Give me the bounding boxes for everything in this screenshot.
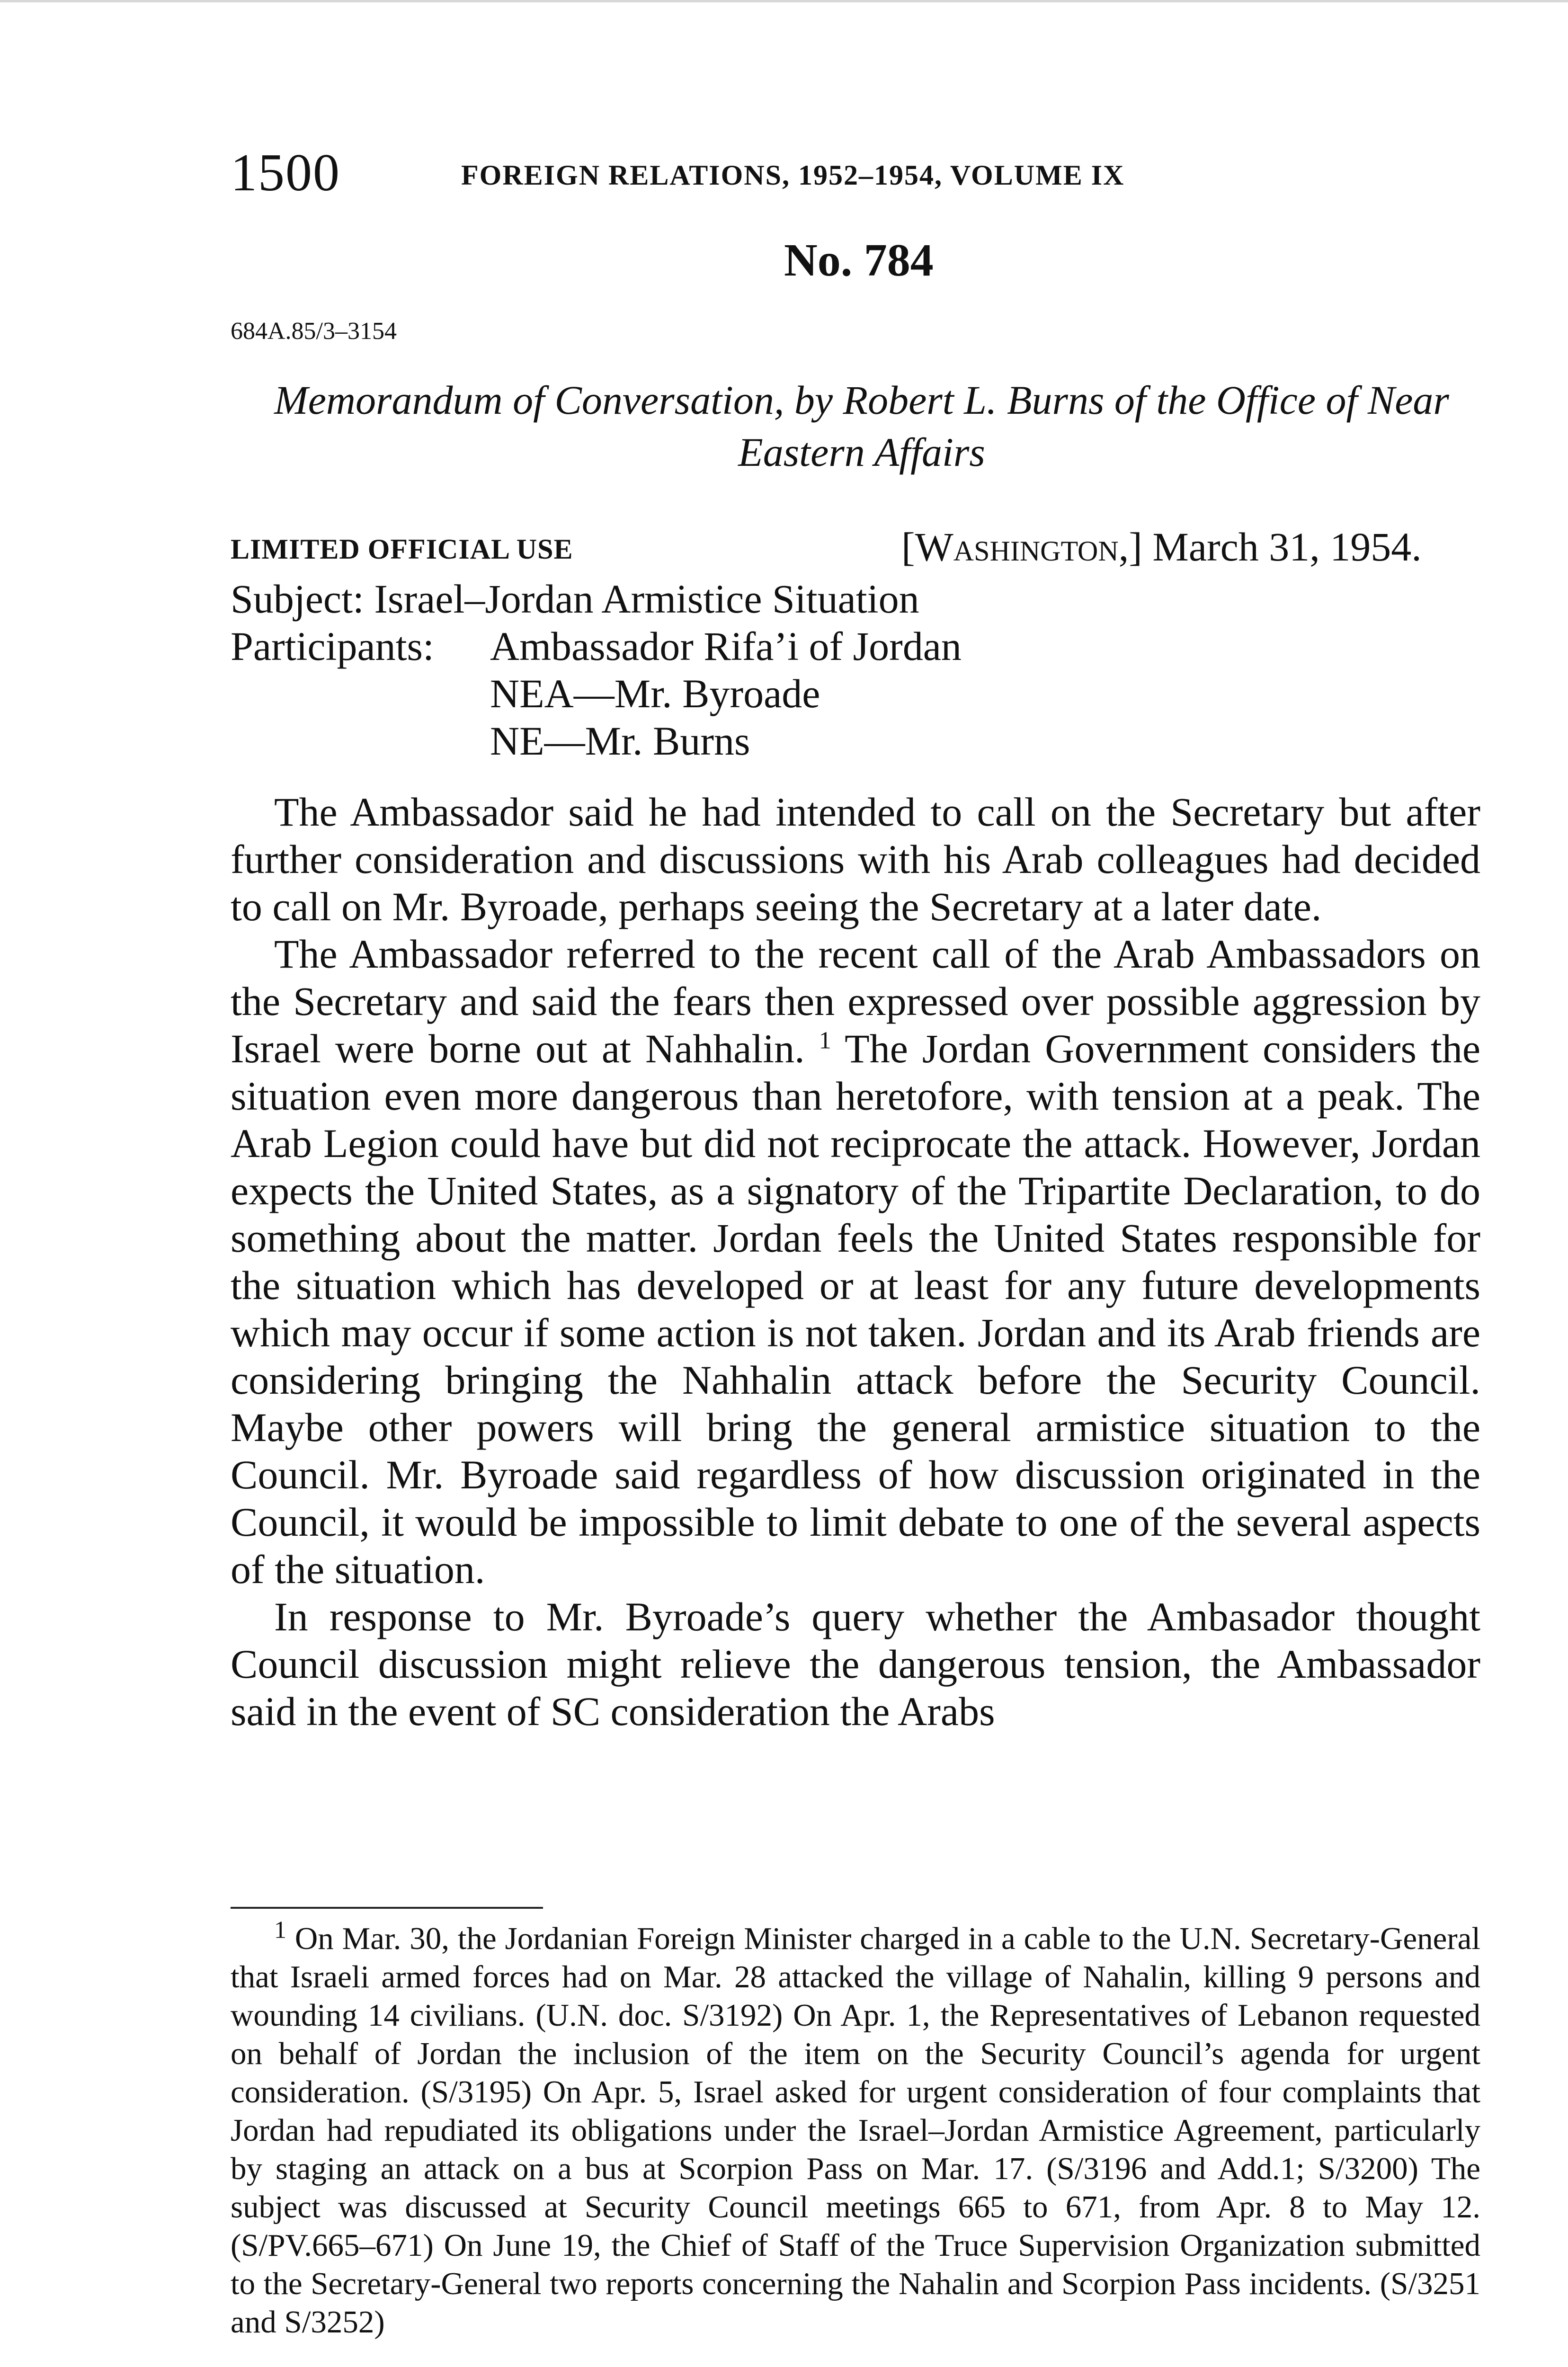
footnote-divider [231, 1907, 543, 1909]
footnote-marker: 1 [274, 1916, 286, 1944]
volume-title: FOREIGN RELATIONS, 1952–1954, VOLUME IX [461, 160, 1125, 191]
place: [Washington,] [901, 524, 1142, 570]
paragraph-text: The Ambassador referred to the recent call of the Arab Ambassadors on the Secretary and said the fears then expressed over possible aggression by Israel were borne out at Nahhalin. [231, 931, 1480, 1071]
date: March 31, 1954. [1152, 524, 1422, 570]
memo-body [231, 788, 1480, 1735]
footnote [231, 1916, 1480, 2341]
footnote-reference[interactable]: 1 [819, 1027, 831, 1054]
paragraph-text: The Jordan Government considers the situation even more dangerous than heretofore, with tension at a peak. The Arab Legion could have but did not reciprocate the attack. However, Jordan expects the United States, as a signatory of the Tripartite Declaration, to do something about the matter. Jordan feels the United States responsible for the situation which has developed or at least for any future developments which may occur if some action is not taken. Jordan and its Arab friends are considering bringing the Nahhalin attack before the Security Council. Maybe other powers will bring the general armistice situation to the Council. Mr. Byroade said regardless of how discussion originated in the Council, it would be impossible to limit debate to one of the several aspects of the situation. [231, 1026, 1481, 1592]
body-paragraph: The Ambassador said he had intended to call on the Secretary but after further consideration and discussions with his Arab colleagues had decided to call on Mr. Byroade, perhaps seeing the Secretary at a later date. [231, 789, 1480, 929]
dateline [901, 523, 1422, 570]
participants-label: Participants: [231, 623, 434, 669]
body-paragraph: In response to Mr. Byroade’s query whether the Ambasador thought Council discussion might relieve the dangerous tension, the Ambassador said in the event of SC consideration the Arabs [231, 1594, 1480, 1734]
page-number: 1500 [231, 143, 340, 202]
file-reference: 684A.85/3–3154 [231, 318, 397, 345]
subject-line: Subject: Israel–Jordan Armistice Situation [231, 576, 919, 622]
footnote-paragraph [231, 1916, 1480, 2341]
participant: NE—Mr. Burns [490, 718, 750, 764]
body-paragraph [231, 930, 1480, 1593]
participant: Ambassador Rifa’i of Jordan [490, 623, 962, 669]
participants-list [490, 623, 962, 765]
participant: NEA—Mr. Byroade [490, 671, 820, 716]
classification-label: LIMITED OFFICIAL USE [231, 534, 573, 565]
document-number: No. 784 [784, 235, 934, 286]
running-head [231, 137, 1263, 208]
footnote-text: On Mar. 30, the Jordanian Foreign Minister charged in a cable to the U.N. Secretary-General that Israeli armed forces had on Mar. 28 attacked the village of Nahalin, killing 9 persons and wounding 14 civilians. (U.N. doc. S/3192) On Apr. 1, the Representatives of Lebanon requested on behalf of Jordan the inclusion of the item on the Security Council’s agenda for urgent consideration. (S/3195) On Apr. 5, Israel asked for urgent consideration of four complaints that Jordan had repudiated its obligations under the Israel–Jordan Armistice Agreement, particularly by staging an attack on a bus at Scorpion Pass on Mar. 17. (S/3196 and Add.1; S/3200) The subject was discussed at Security Council meetings 665 to 671, from Apr. 8 to May 12. (S/PV.665–671) On June 19, the Chief of Staff of the Truce Supervision Organization submitted to the Secretary-General two reports concerning the Nahalin and Scorpion Pass incidents. (S/3251 and S/3252) [231, 1921, 1480, 2340]
memorandum-title: Memorandum of Conversation, by Robert L. Burns of the Office of Near Eastern Affairs [274, 377, 1449, 475]
